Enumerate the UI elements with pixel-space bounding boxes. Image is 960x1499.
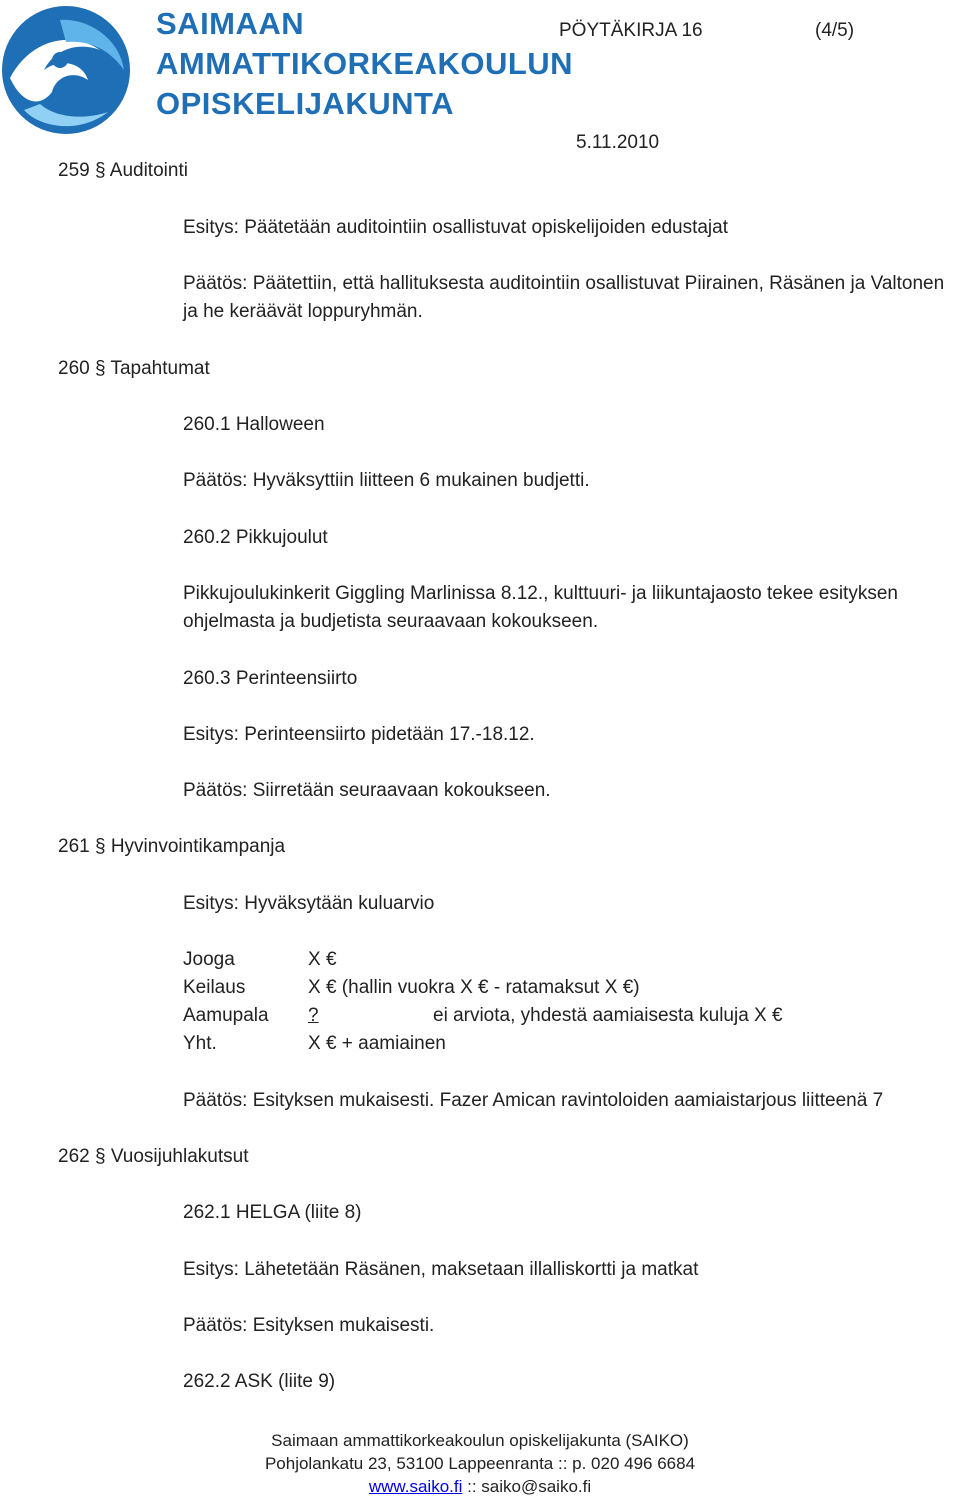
subsection-262-1: 262.1 HELGA (liite 8) [183,1202,362,1223]
footer-address: Pohjolankatu 23, 53100 Lappeenranta :: p. 020 496 6684 [264,1454,696,1473]
subsection-260-2-text: Pikkujoulukinkerit Giggling Marlinissa 8.12., kulttuuri- ja liikuntajaosto tekee esityksen ohjelmasta ja budjetista seuraavaan kokoukseen. [183,583,898,632]
cost-row-label: Yht. [183,1033,217,1054]
subsection-262-1-esitys: Esitys: Lähetetään Räsänen, maksetaan illalliskortti ja matkat [183,1259,699,1280]
section-title-261: 261 § Hyvinvointikampanja [58,836,286,857]
subsection-260-3: 260.3 Perinteensiirto [183,668,358,689]
footer-org: Saimaan ammattikorkeakoulun opiskelijakunta (SAIKO) [271,1431,689,1450]
cost-row-value: X € (hallin vuokra X € - ratamaksut X €) [308,977,640,998]
cost-row-value: X € [308,949,337,970]
subsection-260-3-esitys: Esitys: Perinteensiirto pidetään 17.-18.12. [183,724,535,745]
cost-row-value: X € + aamiainen [308,1033,446,1054]
subsection-260-3-paatos: Päätös: Siirretään seuraavaan kokoukseen. [183,780,551,801]
saiko-logo-icon [0,0,140,145]
cost-row-label: Keilaus [183,977,246,998]
footer-contact [0,1475,960,1499]
subsection-262-1-paatos: Päätös: Esityksen mukaisesti. [183,1315,435,1336]
section-title-259: 259 § Auditointi [58,160,188,181]
section-261-esitys: Esitys: Hyväksytään kuluarvio [183,893,435,914]
cost-row-label: Jooga [183,949,235,970]
subsection-260-1-paatos: Päätös: Hyväksyttiin liitteen 6 mukainen budjetti. [183,470,590,491]
section-title-262: 262 § Vuosijuhlakutsut [58,1146,249,1167]
footer-email: saiko@saiko.fi [481,1477,592,1496]
doc-type: PÖYTÄKIRJA 16 [559,20,703,41]
website-link[interactable]: www.saiko.fi [368,1477,463,1496]
org-name-line3: OPISKELIJAKUNTA [156,86,455,121]
cost-row-label: Aamupala [183,1005,269,1026]
org-name-line2: AMMATTIKORKEAKOULUN [156,46,574,81]
org-name-line1: SAIMAAN [156,6,305,41]
section-261-paatos: Päätös: Esityksen mukaisesti. Fazer Amican ravintoloiden aamiaistarjous liitteenä 7 [183,1090,884,1111]
footer-separator: :: [462,1477,482,1496]
subsection-260-1: 260.1 Halloween [183,414,325,435]
page-number: (4/5) [815,20,855,41]
cost-row-note: ei arviota, yhdestä aamiaisesta kuluja X € [433,1005,783,1026]
subsection-260-2: 260.2 Pikkujoulut [183,527,328,548]
section-259-esitys: Esitys: Päätetään auditointiin osallistuvat opiskelijoiden edustajat [183,217,728,238]
cost-row-value-text: ? [308,1005,319,1026]
subsection-262-2: 262.2 ASK (liite 9) [183,1371,336,1392]
cost-row-value [308,1002,350,1030]
section-title-260: 260 § Tapahtumat [58,358,210,379]
section-259-paatos: Päätös: Päätettiin, että hallituksesta auditointiin osallistuvat Piirainen, Räsänen ja Valtonen ja he keräävät loppuryhmän. [183,273,945,322]
doc-date: 5.11.2010 [576,132,660,153]
